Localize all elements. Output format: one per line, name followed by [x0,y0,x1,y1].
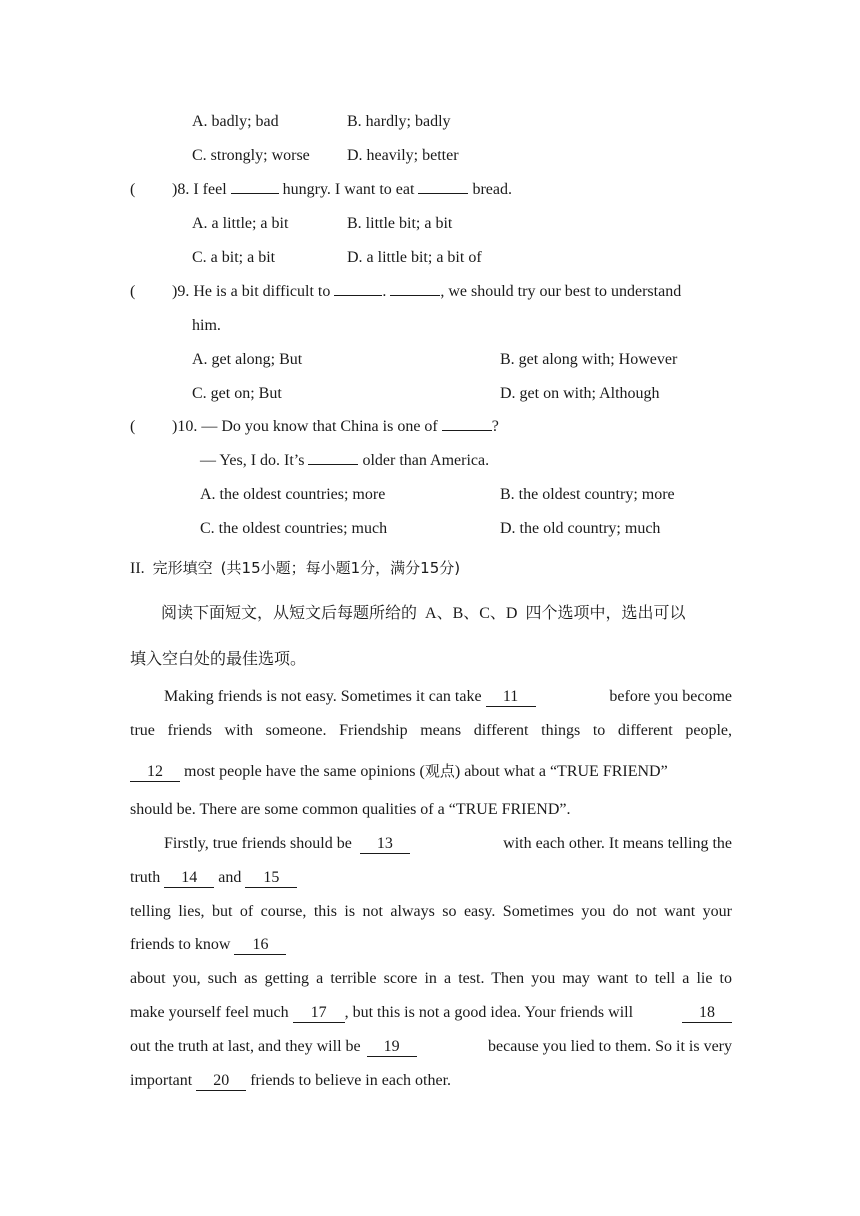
passage-text: should be. There are some common qualities of a “TRUE FRIEND”. [130,801,571,818]
q9-blank-2 [390,295,440,296]
q8-option-d [347,247,482,269]
q9-stem-part3: , we should try our best to understand [440,283,682,300]
passage-text: out the truth at last, and they will be [130,1038,361,1055]
q10-stem-part1: — Do you know that China is one of [201,418,438,435]
blank-11: 11 [486,688,536,707]
passage-line [164,833,732,855]
q9-option-a-text: A. get along; But [192,351,303,368]
passage-line [130,968,732,990]
q7-option-d-text: D. heavily; better [347,147,459,164]
q7-option-c-text: C. strongly; worse [192,147,310,164]
section-heading [130,557,460,579]
passage-line [130,720,732,742]
passage-text: before you become [609,688,732,705]
instruction-part3: 填入空白处的最佳选项。 [130,649,307,668]
passage-chinese-gloss: 观点 [424,762,455,780]
q8-option-a [192,213,288,235]
q8-blank-2 [418,193,468,194]
passage-text: and [218,869,242,886]
passage-text: important [130,1072,193,1089]
passage-text: Firstly, true friends should be [164,835,352,852]
instruction-part1: 阅读下面短文，从短文后每题所给的 [161,603,418,622]
q9-option-a [192,349,302,371]
q10-blank-2 [308,464,358,465]
blank-13: 13 [360,835,410,854]
passage-text: Making friends is not easy. Sometimes it can take [164,688,482,705]
q10-reply-part2: older than America. [362,452,490,469]
q10-stem-part2: ? [491,418,499,435]
blank-18: 18 [682,1004,732,1023]
passage-text: telling lies, but of course, this is not always so easy. Sometimes you do not want your [130,903,732,920]
blank-20: 20 [196,1072,246,1091]
q9-option-d-text: D. get on with; Although [500,385,660,402]
q9-stem-part1: He is a bit difficult to [193,283,331,300]
q10-number: )10. [172,418,198,435]
passage-line [130,1036,732,1058]
q8-stem-part2: hungry. I want to eat [282,181,415,198]
passage-line [130,760,668,782]
passage-text: friends to know [130,936,231,953]
q9-stem-continued [192,315,221,337]
q10-option-c [200,518,387,540]
passage-text: ) about what a “TRUE FRIEND” [454,763,668,780]
blank-16: 16 [234,936,286,955]
q8-stem-part1: I feel [193,181,227,198]
q10-answer-paren: ( [130,418,136,435]
q7-option-a-text: A. badly; bad [192,113,279,130]
q8-number: )8. [172,181,190,198]
q8-option-d-text: D. a little bit; a bit of [347,249,482,266]
q9-blank-1 [334,295,382,296]
passage-text: because you lied to them. So it is very [488,1038,732,1055]
q9-option-d [500,383,660,405]
blank-19: 19 [367,1038,417,1057]
q10-reply [200,450,489,472]
q9-option-b [500,349,677,371]
passage-line [130,934,286,956]
passage-text: most people have the same opinions ( [184,763,425,780]
q8-option-b-text: B. little bit; a bit [347,215,453,232]
passage-line [130,867,297,889]
q8-option-c [192,247,275,269]
q9-stem-part2: . [382,283,387,300]
instruction-part2: 四个选项中，选出可以 [525,603,686,622]
q8-blank-1 [231,193,279,194]
passage-text: about you, such as getting a terrible score in a test. Then you may want to tell a lie to [130,970,732,987]
q8-stem-part3: bread. [472,181,512,198]
q9-number: )9. [172,283,190,300]
q9-option-c [192,383,282,405]
q8-option-a-text: A. a little; a bit [192,215,289,232]
section-number: II. [130,560,145,577]
q10-option-d-text: D. the old country; much [500,520,661,537]
q9-stem-part4: him. [192,317,221,334]
passage-text: with each other. It means telling the [503,835,732,852]
blank-17: 17 [293,1004,345,1023]
blank-15: 15 [245,869,297,888]
q7-option-c [192,145,310,167]
q9-option-b-text: B. get along with; However [500,351,678,368]
q9-stem [130,281,681,303]
passage-line [130,1070,451,1092]
passage-line [130,901,732,923]
blank-14: 14 [164,869,214,888]
q10-option-a [200,484,385,506]
passage-text: friends to believe in each other. [250,1072,452,1089]
q7-option-d [347,145,459,167]
instruction-letters: A、B、C、D [425,605,518,622]
q9-answer-paren: ( [130,283,136,300]
q8-option-c-text: C. a bit; a bit [192,249,276,266]
instruction-line-2 [130,648,306,670]
passage-line [164,686,732,708]
blank-12: 12 [130,763,180,782]
q10-option-c-text: C. the oldest countries; much [200,520,388,537]
passage-text: true friends with someone. Friendship means different things to different people, [130,722,732,739]
passage-text: make yourself feel much [130,1004,289,1021]
q9-option-c-text: C. get on; But [192,385,282,402]
q10-option-b [500,484,675,506]
passage-line [130,799,570,821]
passage-text: , but this is not a good idea. Your friends will [344,1004,634,1021]
passage-line [130,1002,732,1024]
q10-blank-1 [442,430,492,431]
passage-text: truth [130,869,161,886]
q10-stem [130,416,499,438]
section-score-note: (共15小题；每小题1分，满分15分) [220,559,461,577]
q7-option-b [347,111,451,133]
q8-answer-paren: ( [130,181,136,198]
q8-stem [130,179,512,201]
q7-option-b-text: B. hardly; badly [347,113,451,130]
q10-option-d [500,518,660,540]
q10-option-a-text: A. the oldest countries; more [200,486,386,503]
q8-option-b [347,213,452,235]
q7-option-a [192,111,279,133]
instruction-line-1 [161,602,686,624]
q10-reply-part1: — Yes, I do. It’s [200,452,305,469]
section-title: 完形填空 [152,559,213,577]
q10-option-b-text: B. the oldest country; more [500,486,675,503]
